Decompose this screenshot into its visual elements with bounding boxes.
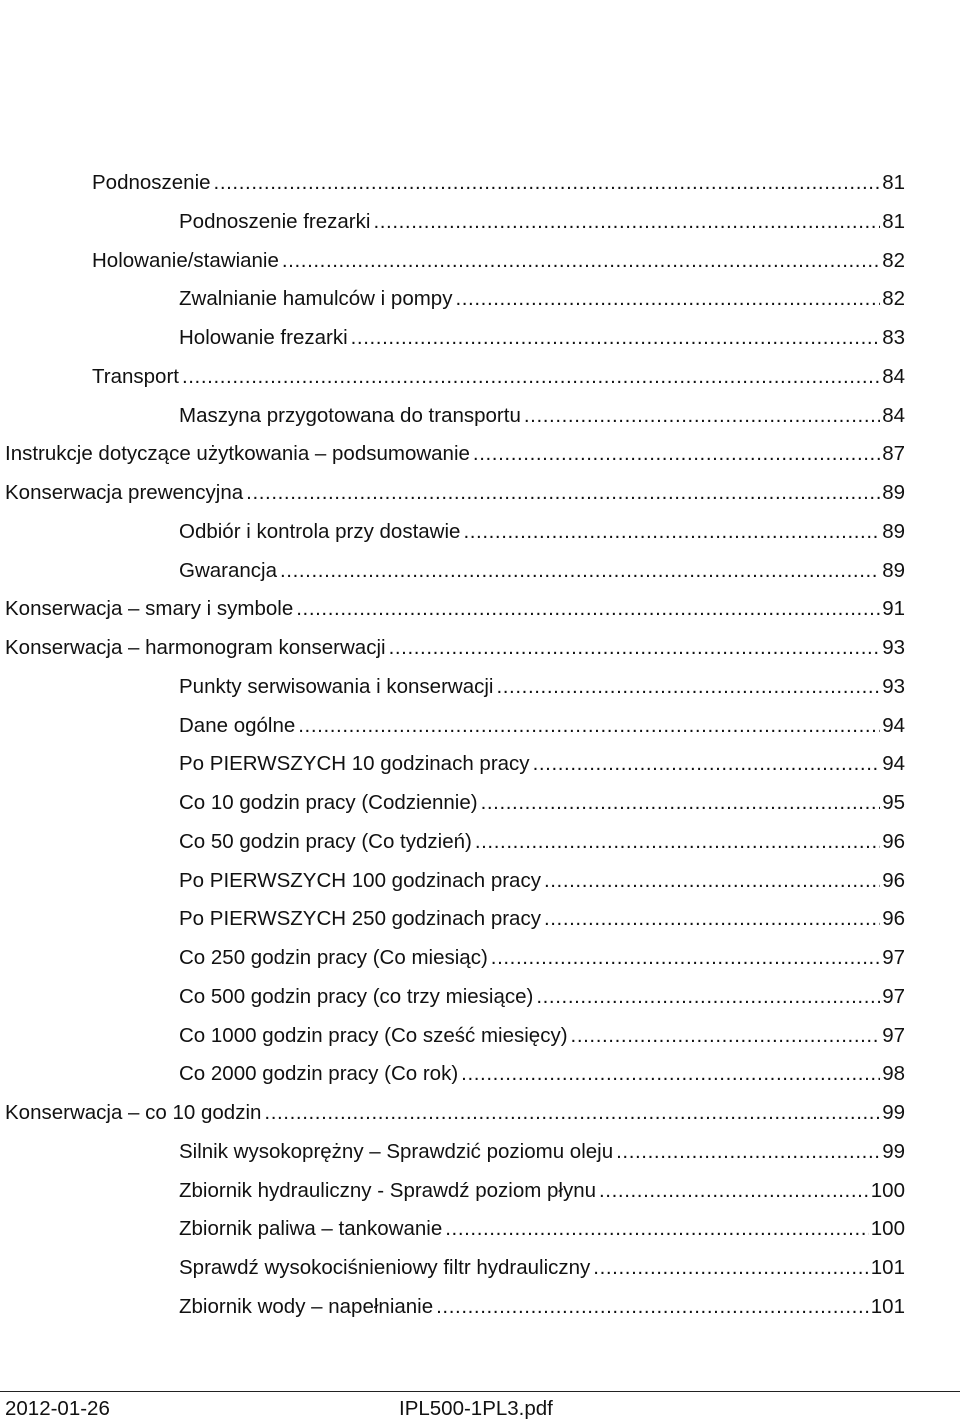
toc-entry[interactable] [0,1210,960,1249]
toc-entry[interactable] [0,242,960,281]
toc-leader-dots [463,513,880,552]
toc-entry-title: Sprawdź wysokociśnieniowy filtr hydrauliczny [179,1256,591,1279]
toc-entry-title: Po PIERWSZYCH 100 godzinach pracy [179,868,541,892]
toc-leader-dots [351,319,881,358]
toc-entry-page-number: 84 [882,364,905,388]
page-footer [0,1389,960,1425]
toc-entry-title: Zbiornik hydrauliczny - Sprawdź poziom płynu [179,1178,597,1202]
toc-leader-dots [298,707,880,746]
toc-leader-dots [296,590,880,629]
toc-entry[interactable] [0,784,960,823]
toc-entry-page-number: 89 [882,558,905,582]
toc-entry[interactable] [0,1249,960,1288]
toc-entry-page-number: 99 [882,1139,905,1163]
toc-entry[interactable] [0,435,960,474]
toc-entry[interactable] [0,513,960,552]
toc-entry[interactable] [0,823,960,862]
toc-entry[interactable] [0,900,960,939]
toc-leader-dots [182,358,880,397]
toc-entry[interactable] [0,319,960,358]
toc-entry-page-number: 95 [882,791,905,814]
toc-entry-title: Holowanie frezarki [179,326,348,349]
toc-leader-dots [445,1210,869,1249]
toc-leader-dots [544,900,880,939]
toc-entry[interactable] [0,203,960,242]
footer-filename: IPL500-1PL3.pdf [399,1397,553,1420]
toc-entry-page-number: 101 [870,1256,905,1279]
toc-leader-dots [599,1172,869,1211]
toc-entry-title: Instrukcje dotyczące użytkowania – podsumowanie [5,442,470,466]
toc-entry[interactable] [0,164,960,203]
toc-entry-title: Konserwacja – co 10 godzin [5,1101,262,1124]
footer-date: 2012-01-26 [5,1397,110,1420]
toc-entry-page-number: 81 [882,209,905,233]
toc-entry-title: Po PIERWSZYCH 10 godzinach pracy [179,752,530,776]
toc-leader-dots [616,1133,880,1172]
toc-entry-title: Zbiornik wody – napełnianie [179,1294,434,1318]
toc-entry-page-number: 97 [882,946,905,969]
toc-entry[interactable] [0,1094,960,1133]
toc-entry-page-number: 93 [882,636,905,659]
toc-entry[interactable] [0,1172,960,1211]
toc-entry-title: Zbiornik paliwa – tankowanie [179,1217,443,1241]
toc-entry-page-number: 94 [882,752,905,776]
toc-entry[interactable] [0,978,960,1017]
toc-entry-title: Gwarancja [179,558,277,582]
toc-entry[interactable] [0,474,960,513]
toc-entry-page-number: 97 [882,984,905,1008]
toc-entry-page-number: 82 [882,287,905,311]
toc-entry-title: Co 1000 godzin pracy (Co sześć miesięcy) [179,1023,568,1047]
toc-entry-title: Podnoszenie [92,171,211,194]
toc-leader-dots [544,862,880,901]
toc-leader-dots [280,552,880,591]
toc-entry[interactable] [0,1055,960,1094]
toc-leader-dots [481,784,881,823]
toc-entry-page-number: 89 [882,519,905,543]
toc-entry-page-number: 101 [870,1294,905,1318]
toc-leader-dots [246,474,880,513]
toc-entry-page-number: 96 [882,868,905,892]
toc-entry[interactable] [0,1288,960,1327]
toc-entry-title: Po PIERWSZYCH 250 godzinach pracy [179,907,541,931]
toc-entry-title: Co 10 godzin pracy (Codziennie) [179,791,478,814]
toc-leader-dots [533,745,881,784]
toc-leader-dots [455,280,880,319]
toc-leader-dots [264,1094,880,1133]
toc-entry-title: Podnoszenie frezarki [179,209,371,233]
toc-entry-title: Odbiór i kontrola przy dostawie [179,519,461,543]
toc-entry-page-number: 84 [882,403,905,427]
toc-entry-page-number: 91 [882,597,905,621]
toc-entry-page-number: 99 [882,1101,905,1124]
toc-entry[interactable] [0,358,960,397]
toc-entry-title: Holowanie/stawianie [92,248,279,272]
toc-leader-dots [593,1249,868,1288]
toc-entry-page-number: 98 [882,1062,905,1086]
toc-entry-page-number: 87 [882,442,905,466]
toc-entry-page-number: 93 [882,674,905,698]
toc-entry[interactable] [0,668,960,707]
toc-entry-page-number: 82 [882,248,905,272]
toc-entry-page-number: 83 [882,326,905,349]
toc-entry-page-number: 96 [882,907,905,931]
toc-entry[interactable] [0,590,960,629]
toc-entry[interactable] [0,552,960,591]
toc-entry[interactable] [0,862,960,901]
toc-leader-dots [475,823,880,862]
toc-entry[interactable] [0,1133,960,1172]
toc-entry-title: Dane ogólne [179,713,296,737]
toc-entry-title: Transport [92,364,179,388]
toc-leader-dots [496,668,880,707]
table-of-contents [0,164,960,1327]
toc-entry-page-number: 97 [882,1023,905,1047]
toc-entry-title: Konserwacja prewencyjna [5,481,244,504]
toc-leader-dots [473,435,880,474]
toc-entry-title: Co 2000 godzin pracy (Co rok) [179,1062,459,1086]
toc-entry[interactable] [0,1017,960,1056]
toc-entry-page-number: 100 [870,1178,905,1202]
toc-entry-title: Silnik wysokoprężny – Sprawdzić poziomu oleju [179,1139,614,1163]
toc-entry[interactable] [0,280,960,319]
toc-entry[interactable] [0,629,960,668]
toc-entry[interactable] [0,939,960,978]
toc-leader-dots [373,203,880,242]
toc-entry-page-number: 81 [882,171,905,194]
toc-entry-title: Maszyna przygotowana do transportu [179,403,521,427]
toc-leader-dots [461,1055,880,1094]
footer-rule [0,1391,960,1392]
toc-entry-page-number: 96 [882,829,905,853]
toc-leader-dots [571,1017,881,1056]
toc-entry-page-number: 100 [870,1217,905,1241]
toc-entry-title: Co 50 godzin pracy (Co tydzień) [179,829,472,853]
toc-entry-title: Konserwacja – smary i symbole [5,597,294,621]
toc-entry-title: Co 500 godzin pracy (co trzy miesiące) [179,984,534,1008]
toc-entry[interactable] [0,397,960,436]
toc-entry[interactable] [0,745,960,784]
toc-entry[interactable] [0,707,960,746]
toc-leader-dots [214,164,881,203]
toc-entry-page-number: 89 [882,481,905,504]
toc-leader-dots [436,1288,869,1327]
toc-entry-title: Co 250 godzin pracy (Co miesiąc) [179,946,488,969]
toc-entry-page-number: 94 [882,713,905,737]
toc-leader-dots [524,397,880,436]
toc-entry-title: Konserwacja – harmonogram konserwacji [5,636,386,659]
toc-entry-title: Zwalnianie hamulców i pompy [179,287,453,311]
toc-leader-dots [491,939,880,978]
toc-leader-dots [389,629,881,668]
toc-leader-dots [536,978,880,1017]
toc-leader-dots [282,242,880,281]
toc-entry-title: Punkty serwisowania i konserwacji [179,674,494,698]
